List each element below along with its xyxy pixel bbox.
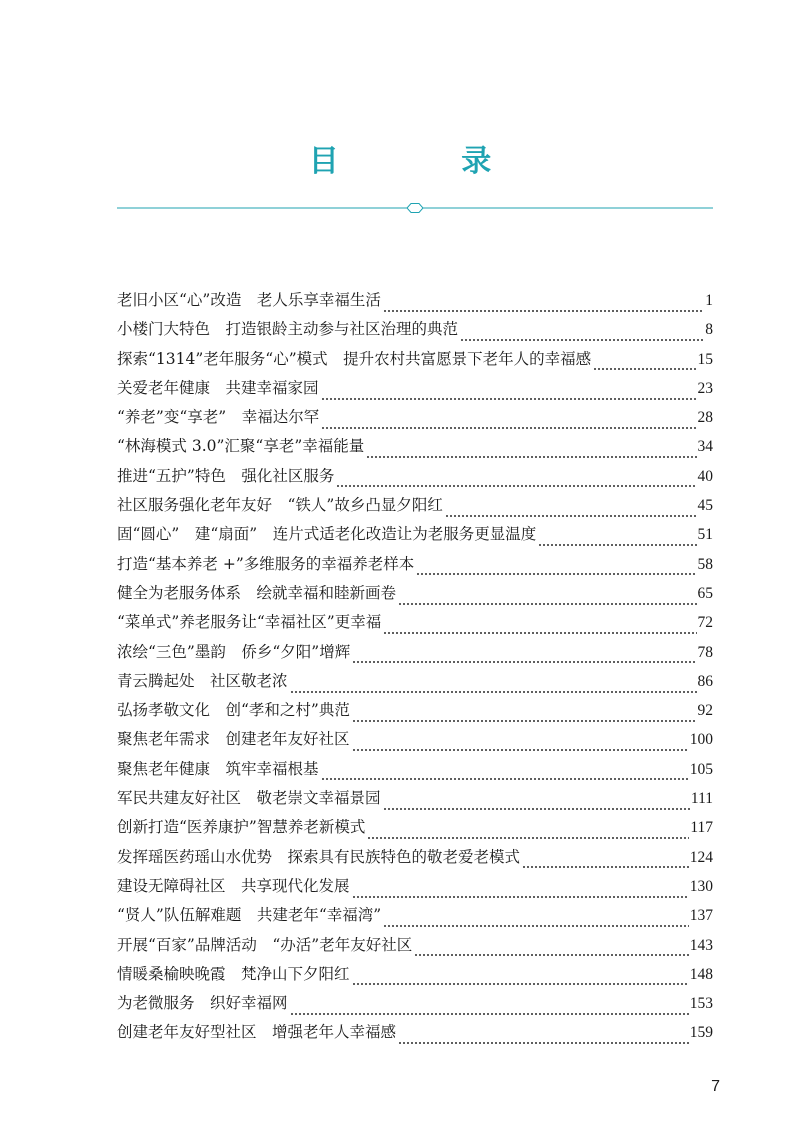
toc-entry-page: 124 [689,848,713,866]
dot-leader [593,351,696,371]
toc-entry-page: 130 [689,877,713,895]
dot-leader [383,791,690,811]
toc-entry-page: 111 [690,790,713,808]
toc-entry[interactable] [117,550,713,579]
toc-entry-page: 78 [697,643,713,661]
toc-entry-page: 28 [697,409,713,427]
toc-entry[interactable] [117,960,713,989]
toc-entry[interactable] [117,286,713,315]
dot-leader [414,937,689,957]
toc-entry-title: 小楼门大特色 打造银龄主动参与社区治理的典范 [117,320,459,339]
dot-leader [290,996,689,1016]
toc-entry-title: 探索“1314”老年服务“心”模式 提升农村共富愿景下老年人的幸福感 [117,349,592,368]
toc-entry[interactable] [117,784,713,813]
toc-entry-title: “养老”变“享老” 幸福达尔罕 [117,408,320,427]
toc-entry-page: 72 [697,614,713,632]
dot-leader [538,527,696,547]
toc-entry[interactable] [117,432,713,461]
dot-leader [383,615,696,635]
toc-entry-title: 关爱老年健康 共建幸福家园 [117,378,319,397]
toc-entry-page: 143 [689,936,713,954]
toc-entry[interactable] [117,696,713,725]
toc-entry-title: 健全为老服务体系 绘就幸福和睦新画卷 [117,583,397,602]
dot-leader [522,849,689,869]
toc-entry[interactable] [117,520,713,549]
toc-entry[interactable] [117,843,713,872]
toc-entry[interactable] [117,755,713,784]
toc-entry[interactable] [117,315,713,344]
toc-entry-page: 117 [690,819,713,837]
dot-leader [383,293,704,313]
dot-leader [398,586,696,606]
toc-entry-title: 青云腾起处 社区敬老浓 [117,671,288,690]
toc-entry-page: 45 [697,497,713,515]
toc-entry[interactable] [117,1018,713,1047]
toc-entry-page: 51 [697,526,713,544]
dot-leader [321,761,689,781]
toc-entry-title: 弘扬孝敬文化 创“孝和之村”典范 [117,701,350,720]
dot-leader [352,732,689,752]
toc-entry-page: 153 [689,995,713,1013]
toc-entry-page: 23 [697,379,713,397]
toc-entry-title: 社区服务强化老年友好 “铁人”故乡凸显夕阳红 [117,496,443,515]
toc-entry-page: 65 [697,584,713,602]
toc-entry-title: 聚焦老年需求 创建老年友好社区 [117,730,350,749]
dot-leader [352,966,689,986]
toc-entry[interactable] [117,462,713,491]
toc-entry-page: 105 [689,760,713,778]
toc-entry-title: 推进“五护”特色 强化社区服务 [117,466,335,485]
dot-leader [398,1025,689,1045]
dot-leader [352,879,689,899]
toc-entry-title: 开展“百家”品牌活动 “办活”老年友好社区 [117,935,413,954]
dot-leader [290,674,697,694]
toc-entry-title: 创新打造“医养康护”智慧养老新模式 [117,818,366,837]
dot-leader [383,908,689,928]
dot-leader [352,703,697,723]
toc-entry-title: 创建老年友好型社区 增强老年人幸福感 [117,1023,397,1042]
toc-entry-title: 打造“基本养老 +”多维服务的幸福养老样本 [117,554,415,573]
toc-entry[interactable] [117,579,713,608]
toc-entry[interactable] [117,872,713,901]
toc-entry[interactable] [117,901,713,930]
toc-entry[interactable] [117,403,713,432]
toc-entry-title: 情暖桑榆映晚霞 梵净山下夕阳红 [117,964,350,983]
dot-leader [336,468,696,488]
dot-leader [321,381,697,401]
toc-entry-title: 军民共建友好社区 敬老崇文幸福景园 [117,789,381,808]
toc-entry-page: 15 [697,350,713,368]
toc-entry-page: 34 [697,438,713,456]
dot-leader [416,556,696,576]
toc-entry-page: 1 [705,292,713,309]
toc-entry-page: 100 [689,731,713,749]
toc-entry-page: 92 [697,702,713,720]
toc-entry-title: 为老微服务 织好幸福网 [117,994,288,1013]
toc-entry-page: 58 [697,555,713,573]
hexagon-ornament-icon [407,204,423,213]
toc-entry[interactable] [117,931,713,960]
toc-entry[interactable] [117,989,713,1018]
toc-entry-page: 86 [697,672,713,690]
toc-entry-page: 159 [689,1024,713,1042]
toc-entry-title: 聚焦老年健康 筑牢幸福根基 [117,759,319,778]
toc-entry-title: 老旧小区“心”改造 老人乐享幸福生活 [117,291,381,309]
toc-entry-title: “菜单式”养老服务让“幸福社区”更幸福 [117,613,382,632]
dot-leader [445,498,697,518]
dot-leader [352,644,696,664]
dot-leader [321,410,696,430]
toc-entry[interactable] [117,725,713,754]
dot-leader [366,439,696,459]
toc-entry-page: 148 [689,965,713,983]
table-of-contents [117,286,713,1048]
toc-entry[interactable] [117,608,713,637]
page-title: 目 录 [308,144,548,179]
toc-entry-page: 137 [689,907,713,925]
toc-entry-page: 40 [697,467,713,485]
toc-entry[interactable] [117,491,713,520]
dot-leader [367,820,689,840]
toc-entry-page: 8 [705,321,713,339]
toc-entry[interactable] [117,667,713,696]
toc-entry[interactable] [117,345,713,374]
title-divider [117,200,713,216]
toc-entry-title: “林海模式 3.0”汇聚“享老”幸福能量 [117,437,365,456]
toc-entry-title: 固“圆心” 建“扇面” 连片式适老化改造让为老服务更显温度 [117,525,537,544]
dot-leader [460,322,704,342]
toc-entry-title: 建设无障碍社区 共享现代化发展 [117,876,350,895]
toc-entry[interactable] [117,638,713,667]
toc-entry-title: “贤人”队伍解难题 共建老年“幸福湾” [117,906,382,925]
toc-entry-title: 发挥瑶医药瑶山水优势 探索具有民族特色的敬老爱老模式 [117,847,521,866]
toc-entry-title: 浓绘“三色”墨韵 侨乡“夕阳”增辉 [117,642,351,661]
toc-entry[interactable] [117,813,713,842]
toc-entry[interactable] [117,374,713,403]
page-number: 7 [711,1078,720,1095]
